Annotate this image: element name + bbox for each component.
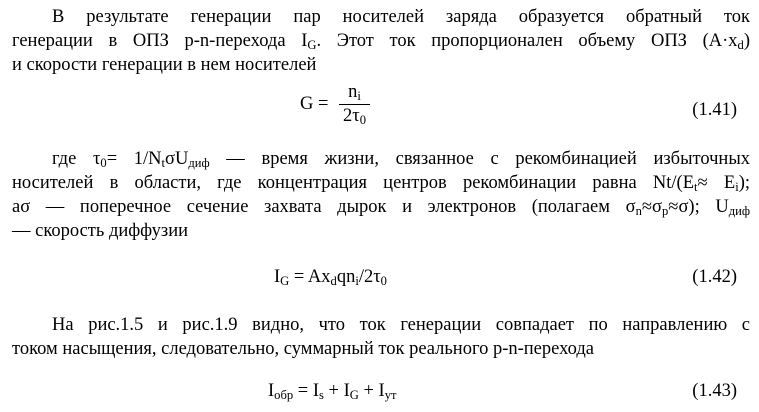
paragraph1-line2 xyxy=(12,30,750,52)
equation-number-1-41: (1.41) xyxy=(692,100,737,120)
paragraph3-line1 xyxy=(12,314,750,336)
text: током насыщения, следовательно, суммарный ток реального p-n-перехода xyxy=(12,339,595,359)
paragraph2-line4 xyxy=(12,220,750,242)
fraction xyxy=(339,82,370,127)
paragraph1-line1 xyxy=(12,6,750,28)
equation-1-42: $I_G = Ax_dqn_i/2\tau_0$ xyxy=(274,267,387,289)
text: aσ — поперечное сечение захвата дырок и электронов (полагаем $\sigma_n\approx\sigma_p\approx\sigma$); $U_{диф}$ xyxy=(12,197,750,219)
equation-1-41 xyxy=(300,82,370,127)
equation-1-43: $I_{обр} = I_s + I_G + I_{ут}$ xyxy=(268,381,397,403)
text: — скорость диффузии xyxy=(12,221,189,241)
text: носителей в области, где концентрация центров рекомбинации равна $Nt/(E_t\approx E_i)$; xyxy=(12,173,750,195)
equation-number-1-42: (1.42) xyxy=(692,267,737,287)
text: генерации в ОПЗ p-n-перехода $I_G$. Этот ток пропорционален объему ОПЗ $(A\cdot x_d)$ xyxy=(12,31,750,53)
paragraph2-line2 xyxy=(12,172,750,194)
fraction-numerator: $n_i$ xyxy=(339,82,370,105)
fraction-denominator: $2\tau_0$ xyxy=(343,106,367,128)
text: На рис.1.5 и рис.1.9 видно, что ток генерации совпадает по направлению с xyxy=(52,315,750,335)
paragraph1-line3 xyxy=(12,54,750,76)
text: и скорости генерации в нем носителей xyxy=(12,55,317,75)
paragraph2-line3 xyxy=(12,196,750,218)
equation-number-1-43: (1.43) xyxy=(692,381,737,401)
text: В результате генерации пар носителей заряда образуется обратный ток xyxy=(52,7,750,27)
eq-lhs: G = xyxy=(300,94,334,114)
paragraph3-line2 xyxy=(12,338,750,360)
paragraph2-line1 xyxy=(12,148,750,170)
text: где $\tau_0= 1/N_t\sigma U_{диф}$ — время жизни, связанное с рекомбинацией избыточных xyxy=(52,149,750,171)
